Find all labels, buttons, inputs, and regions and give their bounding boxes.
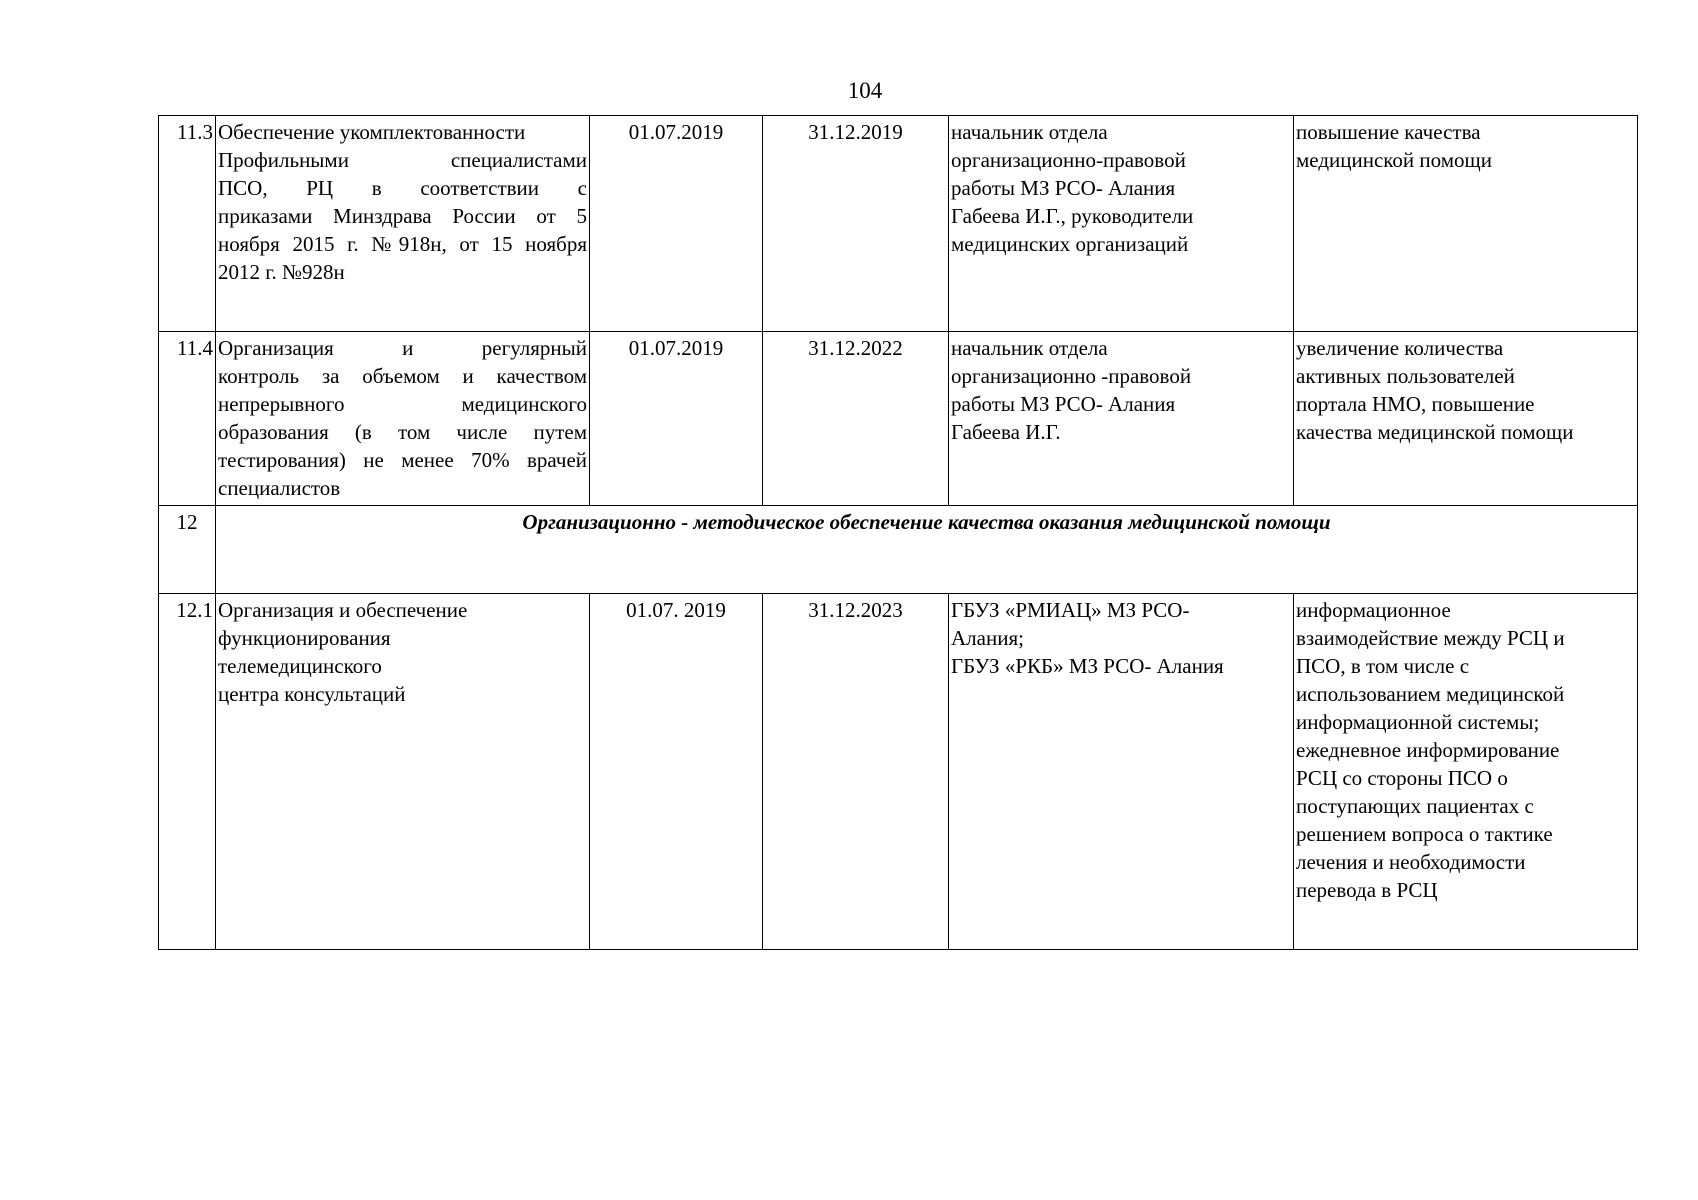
responsible-line: начальник отдела: [951, 120, 1108, 144]
description-line: образования (в том числе путем: [218, 420, 587, 444]
description-line: телемедицинского: [218, 654, 382, 678]
responsible-line: организационно-правовой: [951, 148, 1186, 172]
section-row: [159, 506, 1638, 594]
start-date: 01.07.2019: [590, 116, 763, 332]
expected-result: [1294, 594, 1638, 950]
responsible-line: Габеева И.Г., руководители: [951, 204, 1194, 228]
end-date: 31.12.2023: [763, 594, 949, 950]
responsible-line: Габеева И.Г.: [951, 420, 1061, 444]
result-line: решением вопроса о тактике: [1296, 822, 1553, 846]
activity-plan-table: [158, 115, 1638, 950]
section-number: 12: [159, 506, 216, 594]
description-line: контроль за объемом и качеством: [218, 364, 587, 388]
row-number: 11.4: [159, 332, 216, 506]
responsible-line: Алания;: [951, 626, 1024, 650]
description-line: центра консультаций: [218, 682, 406, 706]
description-line: приказами Минздрава России от 5: [218, 204, 587, 228]
result-line: информационное: [1296, 598, 1451, 622]
description-line: специалистов: [218, 476, 341, 500]
result-line: активных пользователей: [1296, 364, 1515, 388]
row-number: 11.3: [159, 116, 216, 332]
result-line: ПСО, в том числе с: [1296, 654, 1470, 678]
description-line: ПСО, РЦ в соответствии с: [218, 176, 587, 200]
table-row: [159, 594, 1638, 950]
description-line: непрерывного медицинского: [218, 392, 587, 416]
result-line: портала НМО, повышение: [1296, 392, 1535, 416]
responsible: [949, 594, 1294, 950]
result-line: поступающих пациентах с: [1296, 794, 1534, 818]
description-line: функционирования: [218, 626, 391, 650]
result-line: перевода в РСЦ: [1296, 878, 1438, 902]
start-date: 01.07.2019: [590, 332, 763, 506]
result-line: лечения и необходимости: [1296, 850, 1526, 874]
result-line: информационной системы;: [1296, 710, 1540, 734]
description-line: Организация и регулярный: [218, 336, 587, 360]
responsible-line: ГБУЗ «РМИАЦ» МЗ РСО-: [951, 598, 1190, 622]
expected-result: [1294, 116, 1638, 332]
start-date: 01.07. 2019: [590, 594, 763, 950]
result-line: повышение качества: [1296, 120, 1481, 144]
end-date: 31.12.2019: [763, 116, 949, 332]
result-line: взаимодействие между РСЦ и: [1296, 626, 1565, 650]
table-row: [159, 332, 1638, 506]
description-line: тестирования) не менее 70% врачей: [218, 448, 587, 472]
responsible-line: медицинских организаций: [951, 232, 1189, 256]
responsible: [949, 116, 1294, 332]
description-line: Обеспечение укомплектованности: [218, 120, 526, 144]
responsible-line: работы МЗ РСО- Алания: [951, 392, 1176, 416]
responsible-line: работы МЗ РСО- Алания: [951, 176, 1176, 200]
responsible-line: организационно -правовой: [951, 364, 1192, 388]
table-row: [159, 116, 1638, 332]
page-number: 104: [847, 78, 883, 103]
expected-result: [1294, 332, 1638, 506]
activity-description: [216, 332, 590, 506]
description-line: Организация и обеспечение: [218, 598, 468, 622]
result-line: увеличение количества: [1296, 336, 1504, 360]
row-number: 12.1: [159, 594, 216, 950]
activity-description: [216, 116, 590, 332]
result-line: использованием медицинской: [1296, 682, 1565, 706]
responsible: [949, 332, 1294, 506]
description-line: Профильными специалистами: [218, 148, 587, 172]
description-line: 2012 г. №928н: [218, 260, 345, 284]
result-line: качества медицинской помощи: [1296, 420, 1574, 444]
result-line: РСЦ со стороны ПСО о: [1296, 766, 1508, 790]
description-line: ноября 2015 г. №918н, от 15 ноября: [218, 232, 587, 256]
responsible-line: начальник отдела: [951, 336, 1108, 360]
section-title: Организационно - методическое обеспечение качества оказания медицинской помощи: [216, 506, 1638, 594]
result-line: медицинской помощи: [1296, 148, 1492, 172]
activity-description: [216, 594, 590, 950]
end-date: 31.12.2022: [763, 332, 949, 506]
result-line: ежедневное информирование: [1296, 738, 1560, 762]
responsible-line: ГБУЗ «РКБ» МЗ РСО- Алания: [951, 654, 1224, 678]
